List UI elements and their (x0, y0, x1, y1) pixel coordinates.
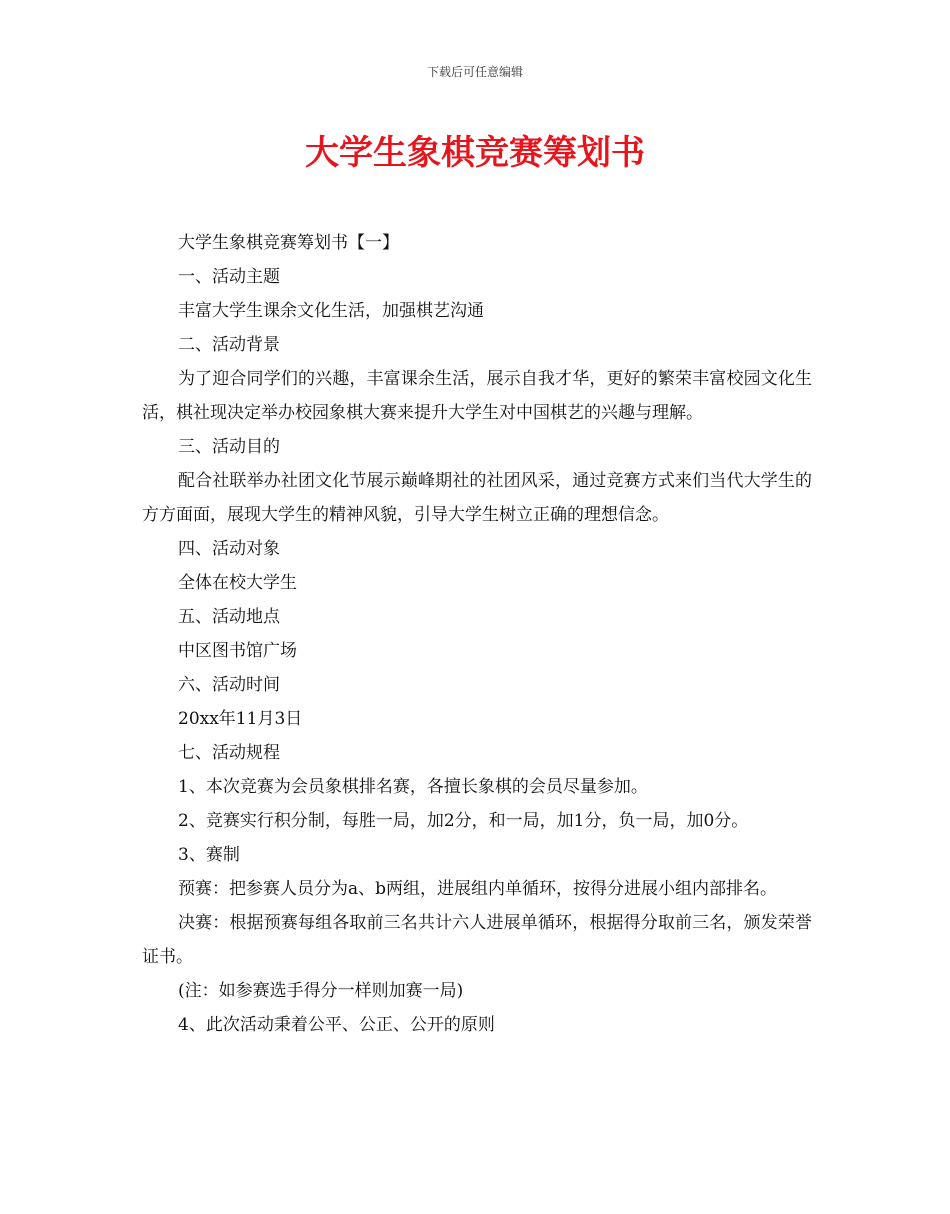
section-heading-theme: 一、活动主题 (178, 267, 280, 287)
section-heading-time: 六、活动时间 (178, 675, 280, 695)
subtitle-part-one: 大学生象棋竞赛筹划书【一】 (178, 233, 399, 253)
paragraph-location: 中区图书馆广场 (178, 641, 297, 661)
section-heading-purpose: 三、活动目的 (178, 437, 280, 457)
paragraph-final: 决赛：根据预赛每组各取前三名共计六人进展单循环，根据得分取前三名，颁发荣誉证书。 (142, 913, 812, 967)
document-title: 大学生象棋竞赛筹划书 (305, 133, 645, 173)
paragraph-theme: 丰富大学生课余文化生活，加强棋艺沟通 (178, 301, 484, 321)
section-heading-location: 五、活动地点 (178, 607, 280, 627)
paragraph-preliminary: 预赛：把参赛人员分为a、b两组，进展组内单循环，按得分进展小组内部排名。 (178, 879, 778, 899)
section-heading-rules: 七、活动规程 (178, 743, 280, 763)
rule-item-3: 3、赛制 (178, 845, 240, 865)
section-heading-audience: 四、活动对象 (178, 539, 280, 559)
section-heading-background: 二、活动背景 (178, 335, 280, 355)
page-header-note: 下载后可任意编辑 (426, 65, 523, 79)
paragraph-note: (注：如参赛选手得分一样则加赛一局) (178, 981, 464, 1001)
rule-item-4: 4、此次活动秉着公平、公正、公开的原则 (178, 1015, 495, 1035)
rule-item-2: 2、竞赛实行积分制，每胜一局，加2分，和一局，加1分，负一局，加0分。 (178, 811, 749, 831)
document-body (142, 226, 812, 1042)
paragraph-time: 20xx年11月3日 (178, 709, 303, 729)
paragraph-audience: 全体在校大学生 (178, 573, 297, 593)
rule-item-1: 1、本次竞赛为会员象棋排名赛，各擅长象棋的会员尽量参加。 (178, 777, 648, 797)
paragraph-background: 为了迎合同学们的兴趣，丰富课余生活，展示自我才华，更好的繁荣丰富校园文化生活，棋社现决定举办校园象棋大赛来提升大学生对中国棋艺的兴趣与理解。 (142, 369, 812, 423)
paragraph-purpose: 配合社联举办社团文化节展示巅峰期社的社团风采，通过竞赛方式来们当代大学生的方方面面，展现大学生的精神风貌，引导大学生树立正确的理想信念。 (142, 471, 812, 525)
